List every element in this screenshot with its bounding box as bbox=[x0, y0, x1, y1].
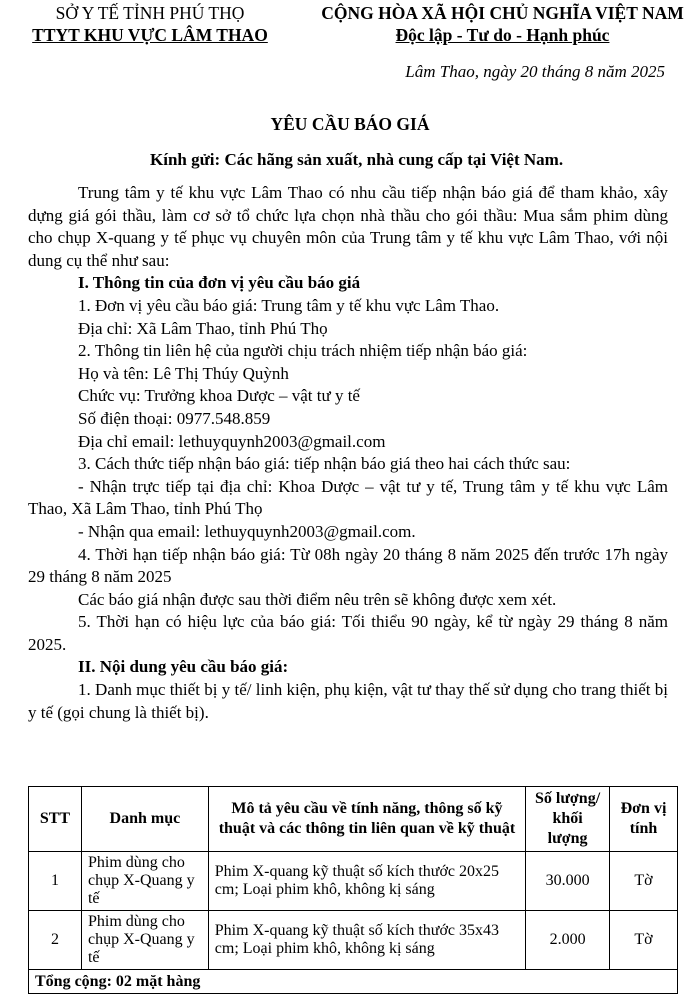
row-desc: Phim X-quang kỹ thuật số kích thước 20x25 cm; Loại phim khô, không kị sáng bbox=[208, 852, 525, 911]
row-item: Phim dùng cho chụp X-Quang y tế bbox=[81, 852, 208, 911]
row-qty: 30.000 bbox=[526, 852, 610, 911]
document-title: YÊU CẦU BÁO GIÁ bbox=[270, 114, 430, 134]
contact-phone: Số điện thoại: 0977.548.859 bbox=[78, 408, 271, 428]
address: Địa chỉ: Xã Lâm Thao, tỉnh Phú Thọ bbox=[78, 318, 328, 338]
country-name: CỘNG HÒA XÃ HỘI CHỦ NGHĨA VIỆT NAM bbox=[321, 3, 684, 23]
contact-position: Chức vụ: Trưởng khoa Dược – vật tư y tế bbox=[78, 386, 360, 406]
col-qty-header: Số lượng/ khối lượng bbox=[526, 787, 610, 852]
row-qty: 2.000 bbox=[526, 911, 610, 970]
col-desc-header: Mô tả yêu cầu về tính năng, thông số kỹ thuật và các thông tin liên quan về kỹ thuật bbox=[208, 787, 525, 852]
item-3: 3. Cách thức tiếp nhận báo giá: tiếp nhận báo giá theo hai cách thức sau: bbox=[78, 454, 571, 474]
row-stt: 1 bbox=[29, 852, 82, 911]
table-row bbox=[29, 852, 678, 911]
list-intro: 1. Danh mục thiết bị y tế/ linh kiện, phụ kiện, vật tư thay thế sử dụng cho trang thiết bị y tế (gọi chung là thiết bị). bbox=[28, 680, 668, 722]
issuer-block bbox=[0, 2, 300, 46]
section-1-heading: I. Thông tin của đơn vị yêu cầu báo giá bbox=[78, 273, 361, 293]
intro-paragraph: Trung tâm y tế khu vực Lâm Thao có nhu cầu tiếp nhận báo giá để tham khảo, xây dựng giá gói thầu, làm cơ sở tổ chức lựa chọn nhà thầu cho gói thầu: Mua sắm phim dùng cho chụp X-quang y tế phục vụ chuyên môn của Trung tâm y tế khu vực Lâm Thao, với nội dung cụ thể như sau: bbox=[28, 183, 668, 270]
quote-table bbox=[28, 786, 678, 994]
item-4: 4. Thời hạn tiếp nhận báo giá: Từ 08h ngày 20 tháng 8 năm 2025 đến trước 17h ngày 29 tháng 8 năm 2025 bbox=[28, 544, 668, 587]
section-2-heading: II. Nội dung yêu cầu báo giá: bbox=[78, 657, 289, 677]
col-unit-header: Đơn vị tính bbox=[610, 787, 678, 852]
issuer-department: SỞ Y TẾ TỈNH PHÚ THỌ bbox=[55, 3, 245, 23]
document-date: Lâm Thao, ngày 20 tháng 8 năm 2025 bbox=[405, 62, 665, 81]
row-unit: Tờ bbox=[610, 911, 678, 970]
national-motto-block bbox=[305, 2, 700, 46]
table-header-row bbox=[29, 787, 678, 852]
table-total-row bbox=[29, 970, 678, 994]
method-1: - Nhận trực tiếp tại địa chỉ: Khoa Dược – vật tư y tế, Trung tâm y tế khu vực Lâm Thao, Xã Lâm Thao, tỉnh Phú Thọ bbox=[28, 476, 668, 519]
item-2: 2. Thông tin liên hệ của người chịu trách nhiệm tiếp nhận báo giá: bbox=[78, 341, 528, 361]
contact-name: Họ và tên: Lê Thị Thúy Quỳnh bbox=[78, 363, 289, 383]
table-total: Tổng cộng: 02 mặt hàng bbox=[29, 970, 678, 994]
item-5: 5. Thời hạn có hiệu lực của báo giá: Tối thiểu 90 ngày, kể từ ngày 29 tháng 8 năm 2025. bbox=[28, 612, 668, 654]
issuer-unit: TTYT KHU VỰC LÂM THAO bbox=[32, 25, 268, 45]
table-row bbox=[29, 911, 678, 970]
row-item: Phim dùng cho chụp X-Quang y tế bbox=[81, 911, 208, 970]
greeting: Kính gửi: Các hãng sản xuất, nhà cung cấp tại Việt Nam. bbox=[150, 150, 564, 169]
deadline-note: Các báo giá nhận được sau thời điểm nêu trên sẽ không được xem xét. bbox=[78, 589, 557, 609]
row-unit: Tờ bbox=[610, 852, 678, 911]
motto: Độc lập - Tư do - Hạnh phúc bbox=[395, 25, 610, 45]
col-stt-header: STT bbox=[29, 787, 82, 852]
row-desc: Phim X-quang kỹ thuật số kích thước 35x43 cm; Loại phim khô, không kị sáng bbox=[208, 911, 525, 970]
col-item-header: Danh mục bbox=[81, 787, 208, 852]
method-2: - Nhận qua email: lethuyquynh2003@gmail.com. bbox=[78, 521, 416, 541]
row-stt: 2 bbox=[29, 911, 82, 970]
contact-email: Địa chỉ email: lethuyquynh2003@gmail.com bbox=[78, 431, 386, 451]
document-body bbox=[28, 182, 668, 724]
item-1: 1. Đơn vị yêu cầu báo giá: Trung tâm y tế khu vực Lâm Thao. bbox=[78, 295, 500, 315]
